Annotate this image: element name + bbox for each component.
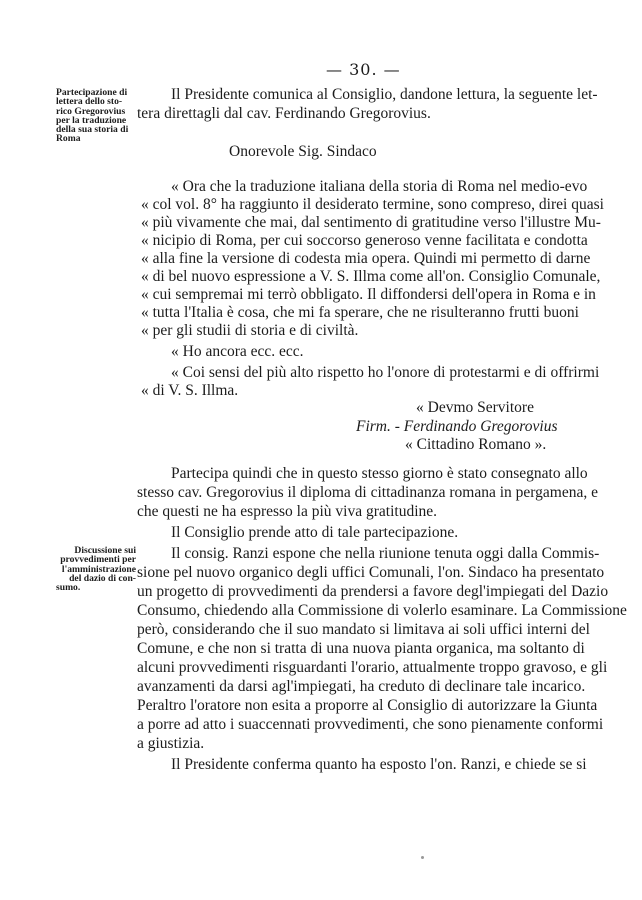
text-line: Comune, e che non si tratta di una nuova pianta organica, ma soltanto di: [137, 640, 585, 657]
page-number: — 30. —: [326, 60, 401, 79]
margin-note-line: per la traduzione: [56, 114, 127, 126]
text-line: però, considerando che il suo mandato si limitava ai soli uffici interni del: [137, 621, 590, 638]
margin-note-line: rico Gregorovius: [56, 105, 126, 117]
text-line: Peraltro l'oratore non esita a proporre al Consiglio di autorizzare la Giunta: [137, 697, 598, 714]
text-line: « col vol. 8° ha raggiunto il desiderato termine, sono compreso, direi quasi: [141, 196, 604, 213]
text-line: « Ho ancora ecc. ecc.: [171, 343, 304, 360]
text-line: « cui sempremai mi terrò obbligato. Il diffondersi dell'opera in Roma e in: [141, 286, 596, 303]
text-line: « alla fine la versione di codesta mia opera. Quindi mi permetto di darne: [141, 250, 591, 267]
text-line: « di V. S. Illma.: [141, 382, 239, 399]
text-line: stesso cav. Gregorovius il diploma di cittadinanza romana in pergamena, e: [137, 484, 598, 501]
text-line: avanzamenti da darsi agl'impiegati, ha creduto di declinare tale incarico.: [137, 678, 586, 695]
text-line: Il Presidente comunica al Consiglio, dandone lettura, la seguente let-: [171, 86, 598, 103]
salutation: Onorevole Sig. Sindaco: [229, 143, 377, 160]
signature-line: « Devmo Servitore: [416, 399, 534, 416]
text-line: a porre ad atto i suaccennati provvedimenti, che sono pienamente conformi: [137, 716, 604, 733]
speck-mark: [421, 856, 424, 859]
text-line: « nicipio di Roma, per cui soccorso generoso venne facilitata e condotta: [141, 232, 588, 249]
text-line: « più vivamente che mai, dal sentimento di gratitudine verso l'illustre Mu-: [141, 214, 601, 231]
text-line: alcuni provvedimenti risguardanti l'orario, attualmente troppo gravoso, e gli: [137, 659, 608, 676]
margin-note-gregorovius: [56, 88, 136, 144]
text-line: Il Presidente conferma quanto ha esposto l'on. Ranzi, e chiede se si: [171, 756, 587, 773]
margin-note-line: lettera dello sto-: [56, 96, 123, 108]
text-line: Consumo, chiedendo alla Commissione di volerlo esaminare. La Commissione: [137, 602, 627, 619]
text-line: che questi ne ha espresso la più viva gratitudine.: [137, 503, 438, 520]
text-line: un progetto di provvedimenti da prendersi a favore degl'impiegati del Dazio: [137, 583, 609, 600]
margin-note-line: Discussione sui: [74, 545, 136, 556]
margin-note-line: Partecipazione di: [56, 87, 128, 98]
text-line: Partecipa quindi che in questo stesso giorno è stato consegnato allo: [171, 465, 588, 482]
margin-note-line: l'amministrazione: [61, 563, 136, 575]
text-line: Il consig. Ranzi espone che nella riunione tenuta oggi dalla Commis-: [171, 545, 600, 562]
margin-note-line: sumo.: [56, 582, 81, 594]
margin-note-line: della sua storia di: [56, 124, 129, 136]
margin-note-dazio: [56, 546, 136, 592]
text-line: « Ora che la traduzione italiana della storia di Roma nel medio-evo: [171, 178, 588, 195]
text-line: « tutta l'Italia è cosa, che mi fa sperare, che ne risulteranno frutti buoni: [141, 304, 579, 321]
text-line: Il Consiglio prende atto di tale partecipazione.: [171, 524, 459, 541]
text-line: « di bel nuovo espressione a V. S. Illma come all'on. Consiglio Comunale,: [141, 268, 601, 285]
text-line: tera direttagli dal cav. Ferdinando Gregorovius.: [137, 105, 431, 122]
text-line: « Coi sensi del più alto rispetto ho l'onore di protestarmi e di offrirmi: [171, 364, 600, 381]
text-line: a giustizia.: [137, 735, 205, 752]
text-line: sione pel nuovo organico degli uffici Comunali, l'on. Sindaco ha presentato: [137, 564, 605, 581]
signature-line: « Cittadino Romano ».: [405, 436, 547, 453]
signature-line: Firm. - Ferdinando Gregorovius: [356, 418, 558, 435]
margin-note-line: del dazio di con-: [69, 572, 136, 584]
margin-note-line: Roma: [56, 133, 81, 145]
text-line: « per gli studii di storia e di civiltà.: [141, 322, 359, 339]
margin-note-line: provvedimenti per: [60, 554, 136, 566]
